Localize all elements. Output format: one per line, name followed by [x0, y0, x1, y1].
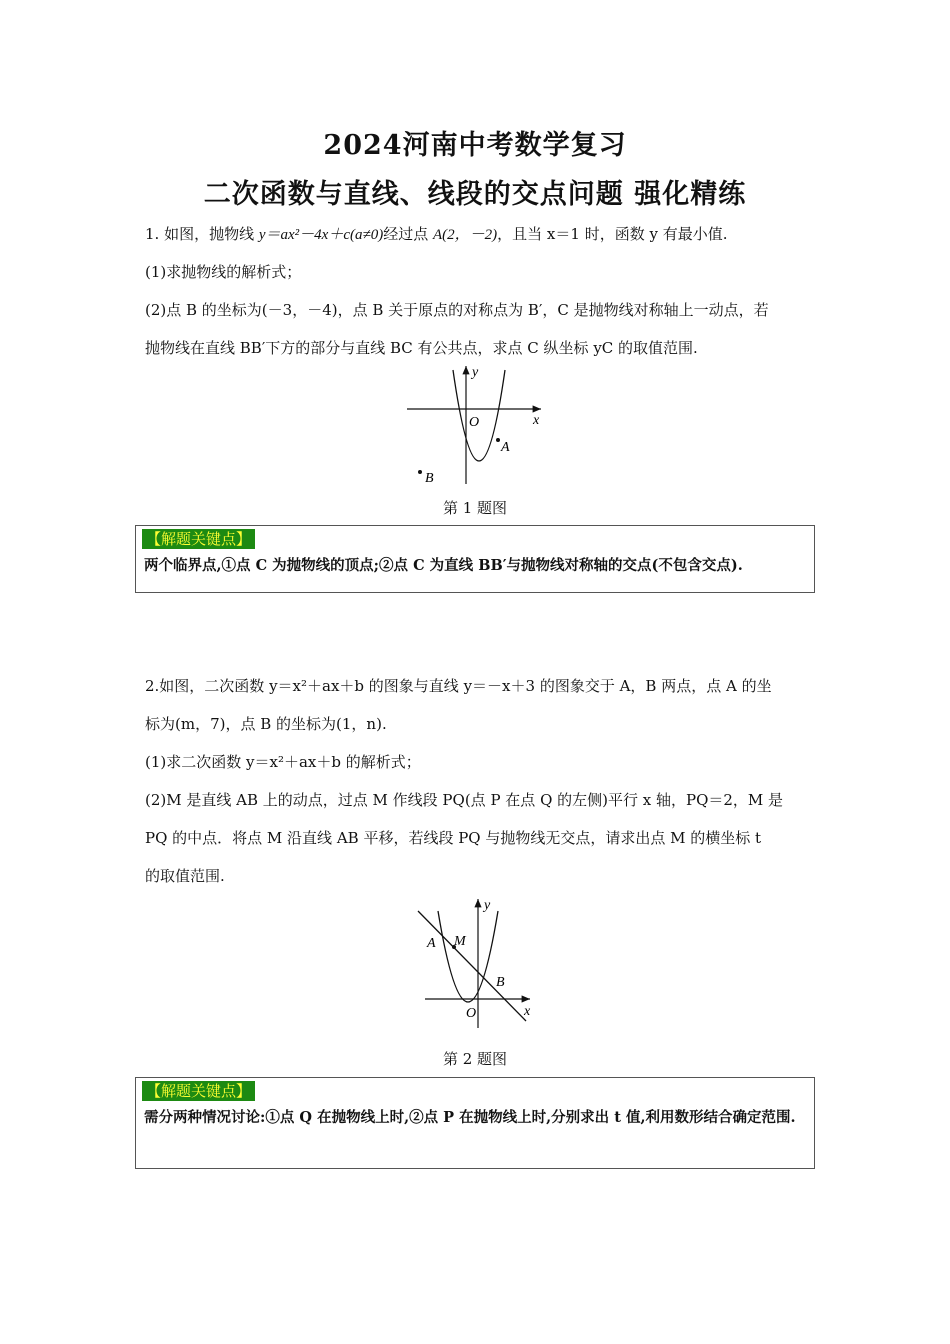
x-label: x [533, 413, 540, 428]
problem2-part2-line2: PQ 的中点．将点 M 沿直线 AB 平移，若线段 PQ 与抛物线无交点，请求出点 M 的横坐标 t [145, 829, 762, 847]
problem1-figure [395, 362, 555, 492]
key-tag: 【解题关键点】 [142, 529, 255, 549]
key-tag: 【解题关键点】 [142, 1081, 255, 1101]
figure1-caption: 第 1 题图 [442, 499, 508, 517]
key-text: 需分两种情况讨论:①点 Q 在抛物线上时,②点 P 在抛物线上时,分别求出 t 值,利用数形结合确定范围. [144, 1109, 796, 1126]
problem2-figure [410, 893, 540, 1033]
problem2-part2-line1: (2)M 是直线 AB 上的动点，过点 M 作线段 PQ(点 P 在点 Q 的左侧)平行 x 轴，PQ＝2，M 是 [145, 791, 784, 809]
problem2-line1: 2.如图，二次函数 y＝x²＋ax＋b 的图象与直线 y＝－x＋3 的图象交于 A，B 两点，点 A 的坐 [145, 677, 772, 695]
x-label: x [524, 1004, 531, 1019]
problem1-part2-line2: 抛物线在直线 BB′下方的部分与直线 BC 有公共点，求点 C 纵坐标 yC 的取值范围. [145, 339, 698, 357]
page-subtitle: 二次函数与直线、线段的交点问题 强化精练 [203, 179, 747, 210]
problem1-key-box [135, 525, 815, 593]
line-AB [418, 911, 526, 1021]
problem1-part1: (1)求抛物线的解析式； [145, 263, 302, 281]
M-label: M [454, 934, 466, 949]
problem2-key-box [135, 1077, 815, 1169]
B-label: B [496, 975, 505, 990]
y-label: y [484, 898, 491, 913]
key-text: 两个临界点,①点 C 为抛物线的顶点;②点 C 为直线 BB′与抛物线对称轴的交点(不包含交点). [144, 557, 743, 574]
A-label: A [501, 440, 510, 455]
figure2-caption: 第 2 题图 [442, 1050, 508, 1068]
y-label: y [472, 365, 479, 380]
problem2-part2-line3: 的取值范围. [145, 867, 225, 885]
problem2-line2: 标为(m，7)，点 B 的坐标为(1，n). [145, 715, 387, 733]
A-label: A [427, 936, 436, 951]
problem1-part2-line1: (2)点 B 的坐标为(－3，－4)，点 B 关于原点的对称点为 B′，C 是抛物线对称轴上一动点，若 [145, 301, 769, 319]
B-label: B [425, 471, 434, 486]
page-title: 2024河南中考数学复习 [323, 130, 627, 161]
point-A [496, 438, 500, 442]
problem1-statement: 1. 如图，抛物线 y＝ax²－4x＋c(a≠0)经过点 A(2，－2)，且当 x＝1 时，函数 y 有最小值. [145, 225, 728, 243]
origin-label: O [469, 415, 480, 430]
problem2-part1: (1)求二次函数 y＝x²＋ax＋b 的解析式； [145, 753, 421, 771]
parabola [438, 911, 498, 1002]
origin-label: O [466, 1006, 477, 1021]
point-B [418, 470, 422, 474]
